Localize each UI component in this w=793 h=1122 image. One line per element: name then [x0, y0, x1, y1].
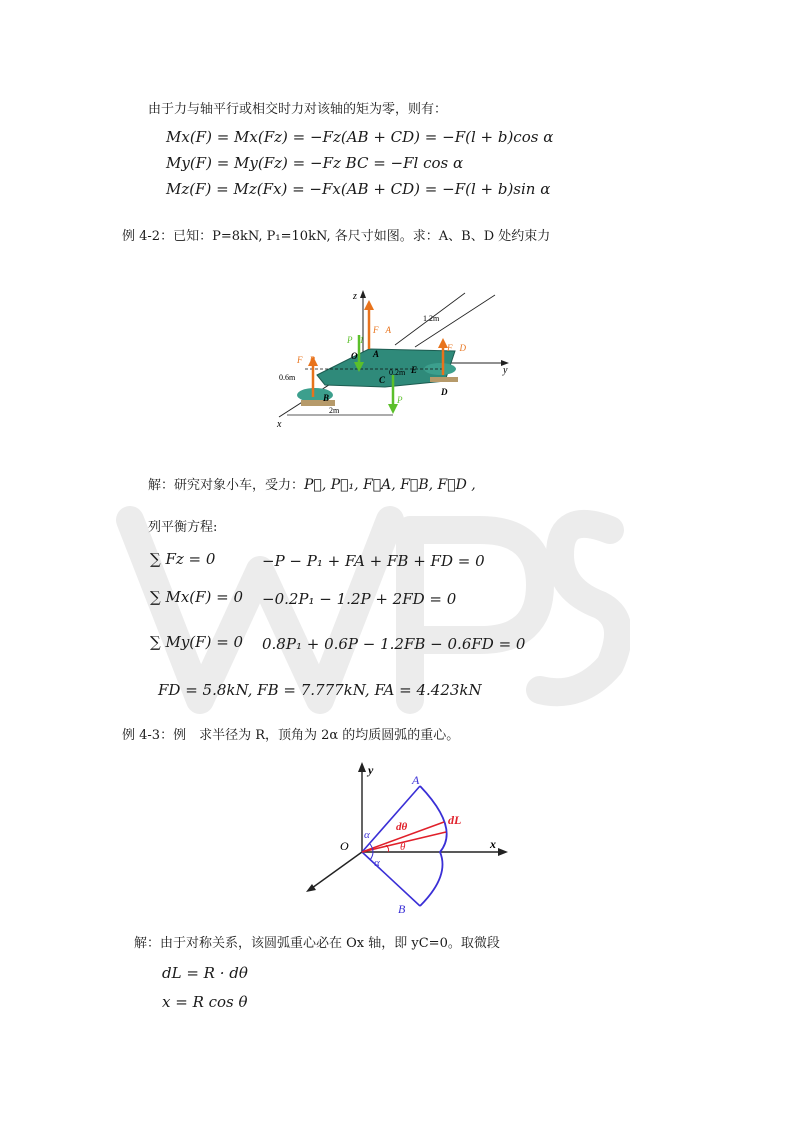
example-4-2-label: 例 4-2：已知：: [122, 229, 213, 244]
moment-z-equation: Mz(F) = Mz(Fx) = −Fx(AB + CD) = −F(l + b)sin α: [166, 180, 551, 198]
result-equation: FD = 5.8kN, FB = 7.777kN, FA = 4.423kN: [158, 681, 482, 699]
force-fa-label: F⃗A: [373, 325, 391, 335]
solution-1-text: [148, 474, 476, 493]
point-c-label: C: [379, 375, 386, 385]
dtheta-label: dθ: [396, 821, 408, 833]
dim-1-2m: 1.2m: [423, 314, 440, 323]
arc-ab: [420, 786, 447, 906]
solution-1-label: 解：研究对象小车，受力：: [148, 478, 305, 493]
solution-1-forces: P⃗, P⃗₁, F⃗A, F⃗B, F⃗D ,: [304, 477, 476, 493]
moment-x-equation: Mx(F) = Mx(Fz) = −Fz(AB + CD) = −F(l + b)cos α: [166, 128, 554, 146]
arc-centroid-diagram: [300, 758, 515, 918]
support-d: [430, 377, 458, 382]
theta-label: θ: [400, 841, 406, 853]
y-axis-label: y: [503, 365, 508, 376]
load-p-label: P⃗: [397, 395, 410, 405]
sum-my-expression: 0.8P₁ + 0.6P − 1.2FB − 0.6FD = 0: [262, 635, 526, 653]
sum-fz-equation: ∑ Fz = 0: [150, 550, 216, 568]
force-fb-label: F⃗B: [297, 355, 315, 365]
alpha-upper-label: α: [364, 829, 370, 841]
force-fa-arrow: [364, 300, 374, 310]
moment-y-equation: My(F) = My(Fz) = −Fz BC = −Fl cos α: [166, 154, 464, 172]
point-a-label: A: [373, 349, 380, 359]
x-axis-arrow: [498, 848, 508, 856]
point-d-label: D: [441, 387, 448, 397]
sum-fz-expression: −P − P₁ + FA + FB + FD = 0: [262, 552, 485, 570]
cart-force-diagram: [265, 285, 515, 430]
sum-mx-equation: ∑ Mx(F) = 0: [150, 588, 244, 606]
dim-0-6m: 0.6m: [279, 373, 296, 382]
radius-ob: [362, 852, 420, 906]
example-4-3-heading: 例 4-3：例 求半径为 R，顶角为 2α 的均质圆弧的重心。: [122, 728, 460, 743]
x-axis-label: x: [277, 419, 282, 430]
dim-0-2m: 0.2m: [389, 368, 406, 377]
balance-heading: 列平衡方程:: [148, 520, 218, 535]
force-fd-label: F⃗D: [447, 343, 466, 353]
x-equation: x = R cos θ: [162, 993, 248, 1011]
example-4-2-heading: [122, 225, 550, 244]
dim-2m: 2m: [329, 406, 340, 415]
load-p1-label: P⃗1: [347, 335, 364, 345]
y-axis-arrow: [358, 762, 366, 772]
z-axis-arrow: [306, 884, 316, 892]
sum-my-equation: ∑ My(F) = 0: [150, 633, 244, 651]
point-a-label: A: [412, 773, 420, 787]
point-b-label: B: [323, 393, 330, 403]
alpha-lower-label: α: [374, 857, 380, 869]
z-axis-arrow: [360, 290, 366, 298]
solution-2-text: 解：由于对称关系，该圆弧重心必在 Ox 轴，即 yC=0。取微段: [134, 936, 500, 951]
example-4-2-given: P=8kN, P₁=10kN, 各尺寸如图。求：A、B、D 处约束力: [212, 229, 551, 244]
z-axis-label: z: [353, 291, 357, 302]
origin-label: O: [340, 839, 349, 853]
y-axis-label: y: [368, 763, 374, 777]
dl-label: dL: [448, 813, 462, 827]
intro-text: 由于力与轴平行或相交时力对该轴的矩为零，则有：: [148, 102, 448, 117]
point-e-label: E: [411, 365, 418, 375]
x-axis-label: x: [490, 837, 496, 851]
dl-equation: dL = R · dθ: [162, 964, 248, 982]
load-p-arrow: [388, 404, 398, 414]
point-b-label: B: [398, 902, 406, 916]
sum-mx-expression: −0.2P₁ − 1.2P + 2FD = 0: [262, 590, 457, 608]
z-axis-line: [312, 852, 362, 888]
point-o-label: O: [351, 351, 358, 361]
